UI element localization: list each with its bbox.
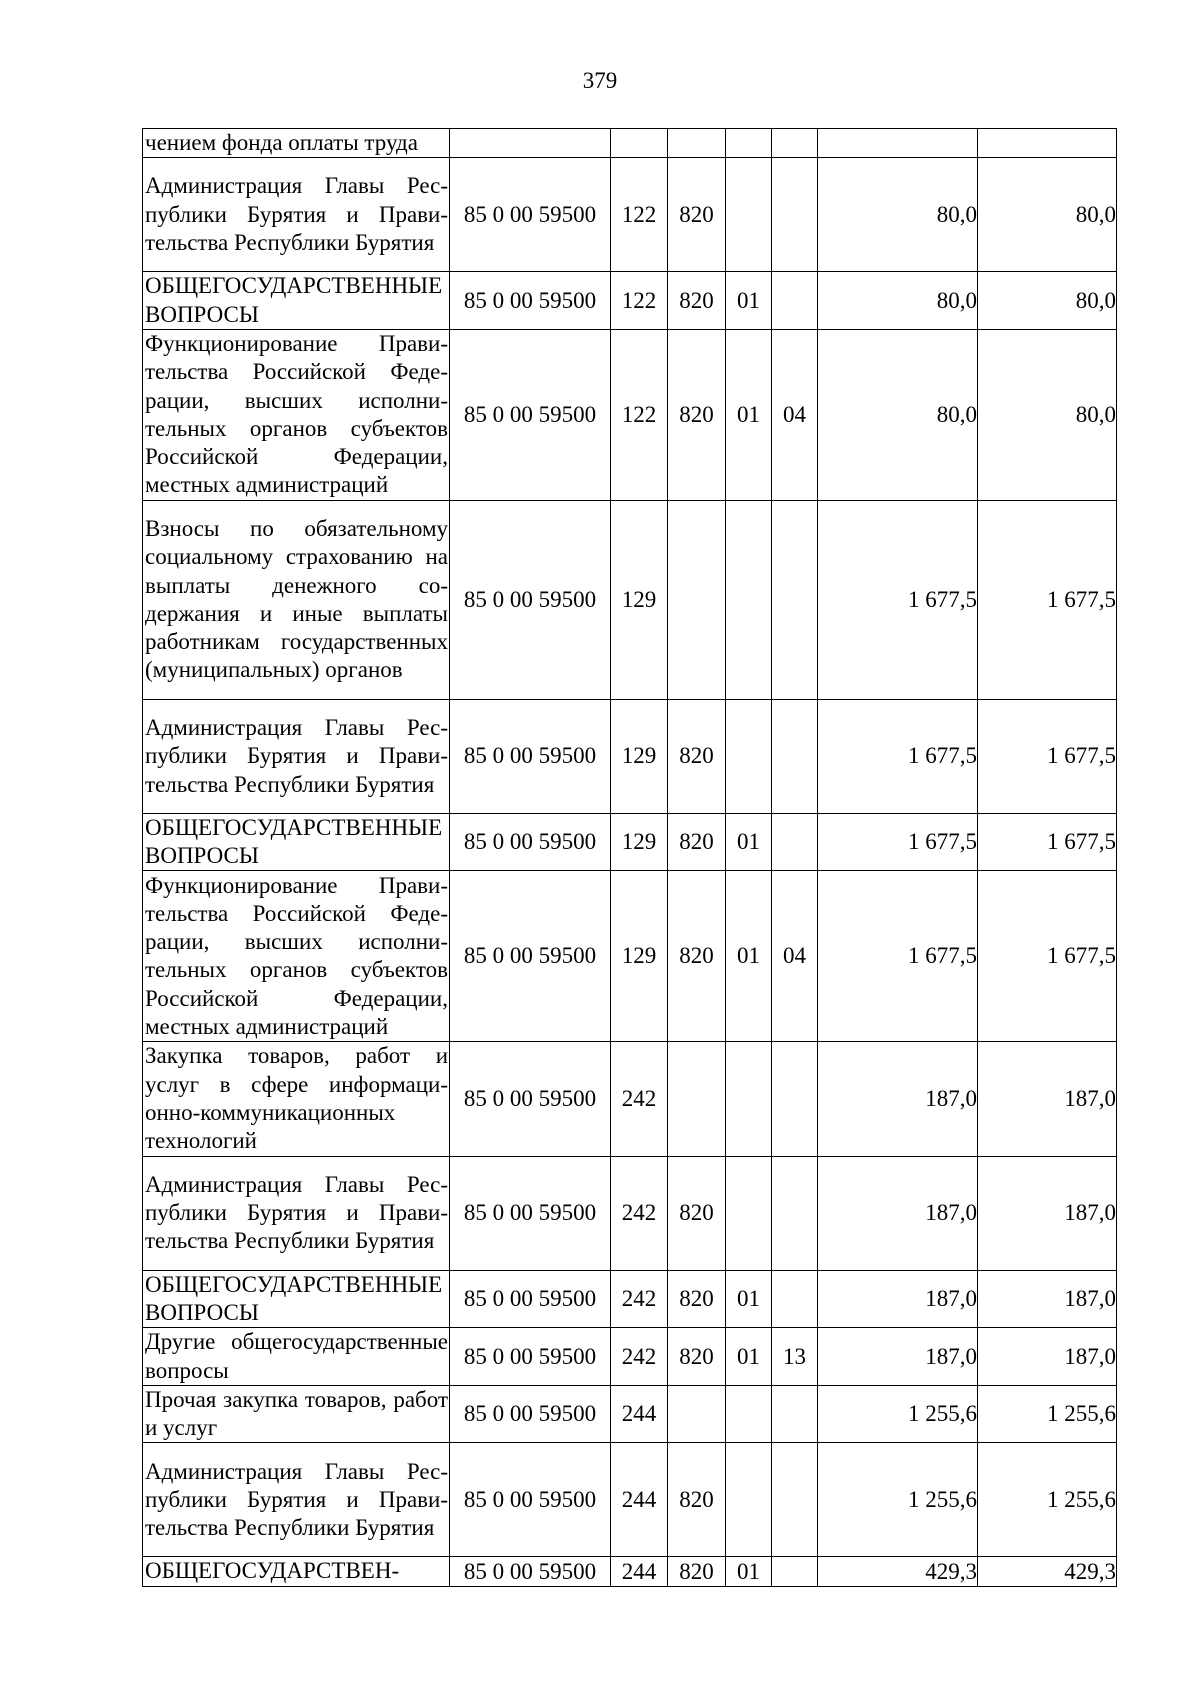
- cell-name: чением фонда оплаты труда: [143, 129, 450, 158]
- cell-subsection: [772, 1042, 818, 1156]
- table-row: [143, 813, 1117, 871]
- cell-expense-type: [611, 129, 668, 158]
- cell-sum-2: 1 255,6: [978, 1443, 1117, 1557]
- cell-subsection: [772, 1557, 818, 1586]
- cell-sum-2: 187,0: [978, 1270, 1117, 1328]
- cell-sum-1: 1 677,5: [818, 813, 978, 871]
- cell-subsection: [772, 1156, 818, 1270]
- cell-subsection: 04: [772, 871, 818, 1042]
- cell-expense-type: 242: [611, 1270, 668, 1328]
- cell-name: Функционирование Правительства Российской Федерации, высших исполнительных органов субъектов Российской Федерации, местных администраций: [143, 329, 450, 500]
- cell-section: 01: [726, 1270, 772, 1328]
- cell-admin-code: [668, 500, 726, 699]
- cell-sum-2: 1 677,5: [978, 813, 1117, 871]
- cell-target-article: [450, 129, 611, 158]
- table-row: [143, 1385, 1117, 1443]
- cell-target-article: 85 0 00 59500: [450, 1042, 611, 1156]
- cell-section: [726, 1042, 772, 1156]
- cell-sum-1: 187,0: [818, 1270, 978, 1328]
- cell-admin-code: [668, 129, 726, 158]
- cell-sum-2: 80,0: [978, 158, 1117, 272]
- cell-expense-type: 244: [611, 1557, 668, 1586]
- cell-subsection: [772, 500, 818, 699]
- cell-admin-code: 820: [668, 329, 726, 500]
- cell-sum-2: 1 677,5: [978, 500, 1117, 699]
- cell-section: 01: [726, 813, 772, 871]
- cell-target-article: 85 0 00 59500: [450, 871, 611, 1042]
- cell-expense-type: 122: [611, 158, 668, 272]
- cell-admin-code: 820: [668, 1443, 726, 1557]
- cell-target-article: 85 0 00 59500: [450, 813, 611, 871]
- cell-expense-type: 122: [611, 329, 668, 500]
- cell-section: [726, 1385, 772, 1443]
- cell-sum-2: 1 255,6: [978, 1385, 1117, 1443]
- table-row: [143, 1156, 1117, 1270]
- cell-sum-2: 187,0: [978, 1328, 1117, 1386]
- cell-section: [726, 158, 772, 272]
- cell-admin-code: 820: [668, 158, 726, 272]
- cell-expense-type: 129: [611, 699, 668, 813]
- cell-name: ОБЩЕГОСУДАРСТВЕННЫЕ ВОПРОСЫ: [143, 1270, 450, 1328]
- cell-sum-1: 187,0: [818, 1328, 978, 1386]
- table-row: [143, 1328, 1117, 1386]
- cell-target-article: 85 0 00 59500: [450, 1385, 611, 1443]
- cell-target-article: 85 0 00 59500: [450, 1557, 611, 1586]
- cell-sum-2: 187,0: [978, 1156, 1117, 1270]
- cell-expense-type: 242: [611, 1328, 668, 1386]
- cell-expense-type: 242: [611, 1156, 668, 1270]
- cell-target-article: 85 0 00 59500: [450, 158, 611, 272]
- cell-sum-2: 1 677,5: [978, 871, 1117, 1042]
- cell-name: Взносы по обязательному социальному страхованию на выплаты денежного содержания и иные выплаты работникам государственных (муниципальных) органов: [143, 500, 450, 699]
- cell-section: [726, 699, 772, 813]
- cell-section: 01: [726, 272, 772, 330]
- cell-sum-1: 80,0: [818, 272, 978, 330]
- page-number: 379: [582, 68, 618, 93]
- cell-sum-1: 1 255,6: [818, 1443, 978, 1557]
- cell-sum-2: 429,3: [978, 1557, 1117, 1586]
- table-row: [143, 1042, 1117, 1156]
- table-row: [143, 329, 1117, 500]
- table-row: [143, 1443, 1117, 1557]
- cell-subsection: [772, 1385, 818, 1443]
- cell-name: ОБЩЕГОСУДАРСТВЕННЫЕ ВОПРОСЫ: [143, 813, 450, 871]
- cell-name: Функционирование Правительства Российской Федерации, высших исполнительных органов субъектов Российской Федерации, местных администраций: [143, 871, 450, 1042]
- table-row: [143, 1270, 1117, 1328]
- cell-sum-1: 80,0: [818, 158, 978, 272]
- cell-section: 01: [726, 1557, 772, 1586]
- cell-section: 01: [726, 1328, 772, 1386]
- table-row: [143, 500, 1117, 699]
- cell-admin-code: 820: [668, 1270, 726, 1328]
- cell-sum-2: 1 677,5: [978, 699, 1117, 813]
- cell-section: 01: [726, 329, 772, 500]
- cell-section: [726, 1156, 772, 1270]
- cell-sum-2: 187,0: [978, 1042, 1117, 1156]
- cell-expense-type: 129: [611, 813, 668, 871]
- table-body: [143, 129, 1117, 1587]
- cell-admin-code: 820: [668, 272, 726, 330]
- cell-section: 01: [726, 871, 772, 1042]
- cell-name: Администрация Главы Республики Бурятия и Правительства Республики Бурятия: [143, 699, 450, 813]
- cell-sum-1: 1 677,5: [818, 500, 978, 699]
- cell-subsection: [772, 699, 818, 813]
- cell-section: [726, 500, 772, 699]
- cell-expense-type: 244: [611, 1443, 668, 1557]
- cell-subsection: [772, 272, 818, 330]
- cell-sum-2: 80,0: [978, 272, 1117, 330]
- cell-expense-type: 244: [611, 1385, 668, 1443]
- table-row: [143, 129, 1117, 158]
- cell-admin-code: 820: [668, 1156, 726, 1270]
- budget-table: [142, 128, 1117, 1587]
- cell-expense-type: 122: [611, 272, 668, 330]
- table-row: [143, 699, 1117, 813]
- cell-section: [726, 129, 772, 158]
- cell-admin-code: [668, 1385, 726, 1443]
- cell-admin-code: 820: [668, 871, 726, 1042]
- cell-target-article: 85 0 00 59500: [450, 1443, 611, 1557]
- cell-admin-code: 820: [668, 1328, 726, 1386]
- cell-sum-1: 1 677,5: [818, 699, 978, 813]
- cell-sum-1: 80,0: [818, 329, 978, 500]
- cell-target-article: 85 0 00 59500: [450, 500, 611, 699]
- cell-name: Администрация Главы Республики Бурятия и Правительства Республики Бурятия: [143, 1156, 450, 1270]
- cell-sum-1: 429,3: [818, 1557, 978, 1586]
- cell-sum-1: 1 677,5: [818, 871, 978, 1042]
- cell-admin-code: 820: [668, 1557, 726, 1586]
- cell-sum-1: 1 255,6: [818, 1385, 978, 1443]
- cell-target-article: 85 0 00 59500: [450, 1328, 611, 1386]
- cell-sum-2: 80,0: [978, 329, 1117, 500]
- cell-expense-type: 242: [611, 1042, 668, 1156]
- cell-name: ОБЩЕГОСУДАРСТВЕН-: [143, 1557, 450, 1586]
- cell-target-article: 85 0 00 59500: [450, 699, 611, 813]
- table-row: [143, 272, 1117, 330]
- cell-admin-code: 820: [668, 813, 726, 871]
- cell-subsection: [772, 1270, 818, 1328]
- cell-name: Администрация Главы Республики Бурятия и Правительства Республики Бурятия: [143, 1443, 450, 1557]
- cell-name: Другие общегосударственные вопросы: [143, 1328, 450, 1386]
- cell-name: ОБЩЕГОСУДАРСТВЕННЫЕ ВОПРОСЫ: [143, 272, 450, 330]
- cell-sum-1: [818, 129, 978, 158]
- cell-target-article: 85 0 00 59500: [450, 1156, 611, 1270]
- cell-target-article: 85 0 00 59500: [450, 272, 611, 330]
- cell-target-article: 85 0 00 59500: [450, 1270, 611, 1328]
- table-row: [143, 871, 1117, 1042]
- cell-expense-type: 129: [611, 500, 668, 699]
- cell-section: [726, 1443, 772, 1557]
- cell-admin-code: [668, 1042, 726, 1156]
- table-row: [143, 158, 1117, 272]
- cell-expense-type: 129: [611, 871, 668, 1042]
- cell-subsection: [772, 129, 818, 158]
- cell-name: Прочая закупка товаров, работ и услуг: [143, 1385, 450, 1443]
- table-row: [143, 1557, 1117, 1586]
- cell-subsection: [772, 1443, 818, 1557]
- cell-name: Закупка товаров, работ и услуг в сфере информационно-коммуникационных технологий: [143, 1042, 450, 1156]
- cell-subsection: [772, 158, 818, 272]
- cell-target-article: 85 0 00 59500: [450, 329, 611, 500]
- cell-admin-code: 820: [668, 699, 726, 813]
- cell-name: Администрация Главы Республики Бурятия и Правительства Республики Бурятия: [143, 158, 450, 272]
- cell-subsection: [772, 813, 818, 871]
- cell-subsection: 13: [772, 1328, 818, 1386]
- cell-sum-1: 187,0: [818, 1042, 978, 1156]
- cell-subsection: 04: [772, 329, 818, 500]
- cell-sum-2: [978, 129, 1117, 158]
- cell-sum-1: 187,0: [818, 1156, 978, 1270]
